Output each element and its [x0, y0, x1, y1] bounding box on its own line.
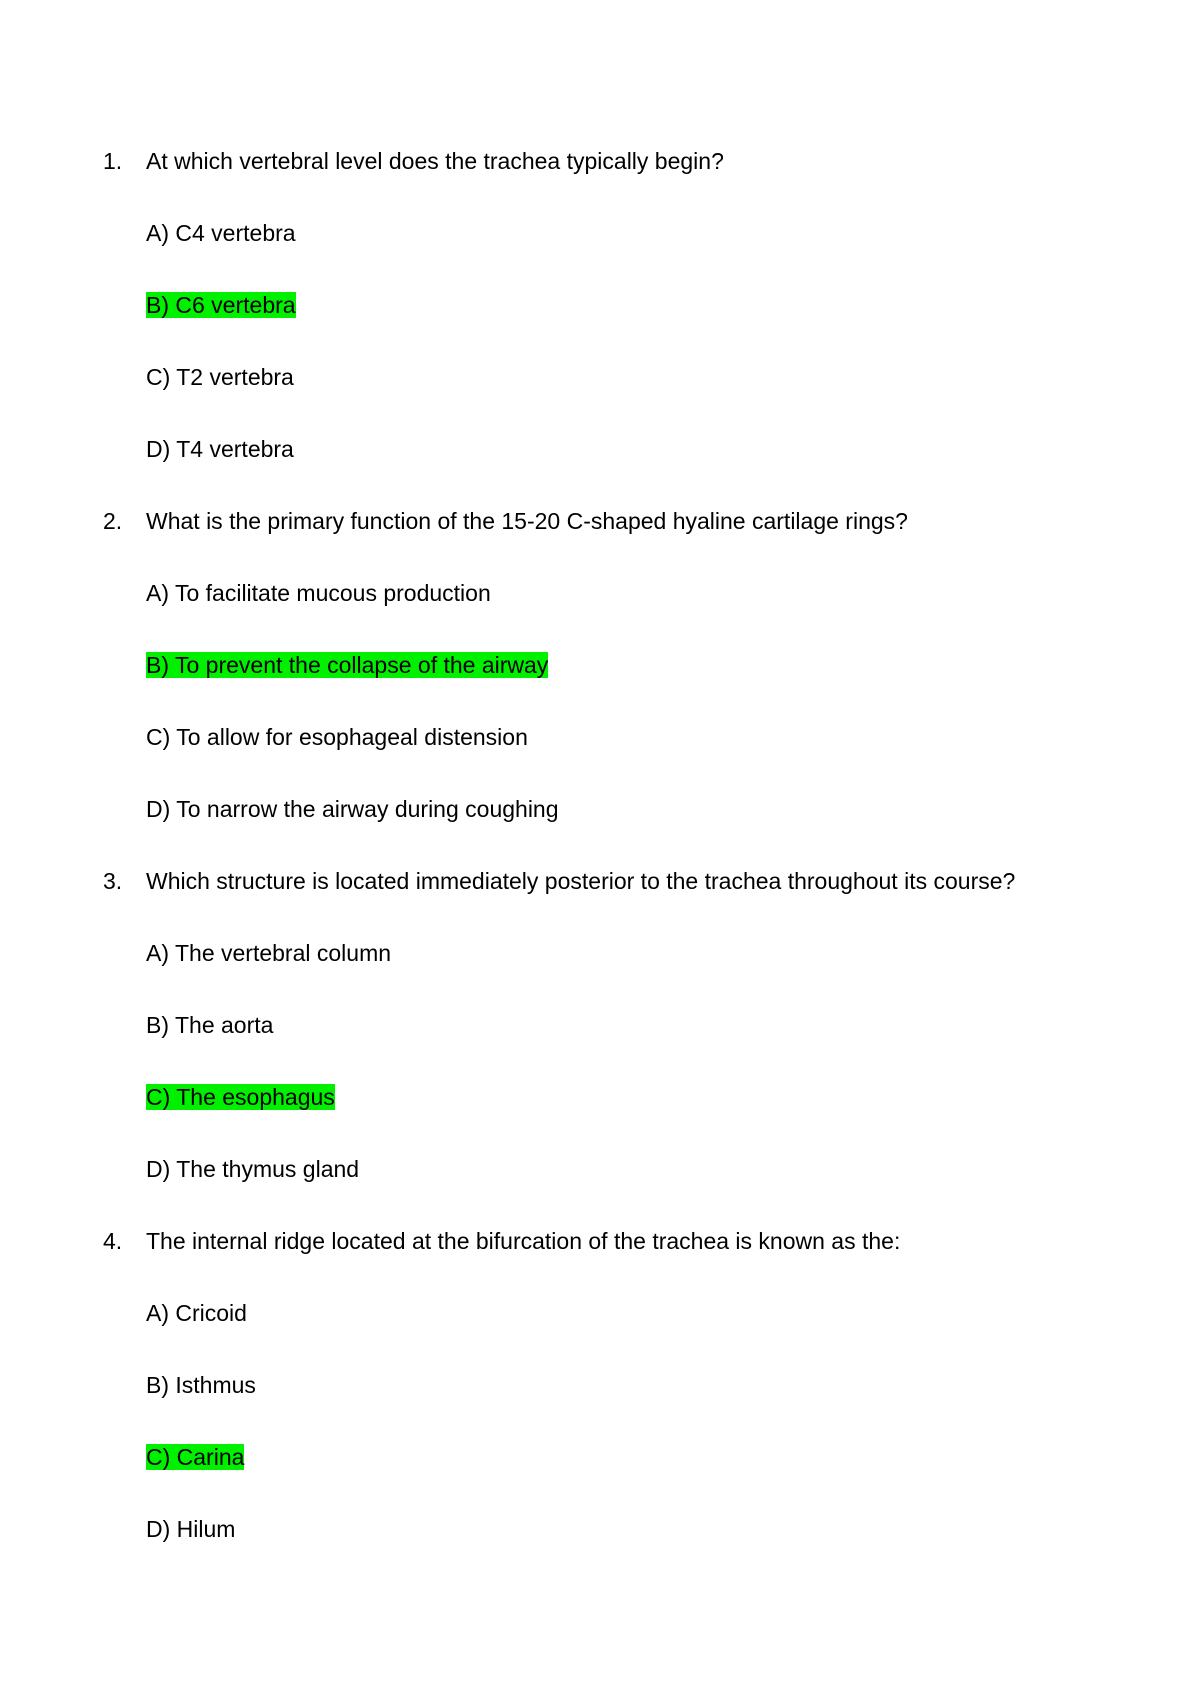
answer-option: A) Cricoid — [146, 1300, 247, 1326]
question-number: 1. — [103, 148, 123, 174]
answer-option-highlighted: C) Carina — [146, 1444, 245, 1470]
question-text: What is the primary function of the 15-20 C-shaped hyaline cartilage rings? — [146, 508, 908, 534]
answer-option-highlighted: B) To prevent the collapse of the airway — [146, 652, 549, 678]
answer-option-highlighted: B) C6 vertebra — [146, 292, 296, 318]
question-text: The internal ridge located at the bifurcation of the trachea is known as the: — [146, 1228, 901, 1254]
question-number: 2. — [103, 508, 123, 534]
answer-option-highlighted: C) The esophagus — [146, 1084, 335, 1110]
question-number: 4. — [103, 1228, 123, 1254]
question-number: 3. — [103, 868, 123, 894]
answer-option: D) The thymus gland — [146, 1156, 360, 1182]
answer-option: A) The vertebral column — [146, 940, 392, 966]
question-text: At which vertebral level does the trachea typically begin? — [146, 148, 724, 174]
answer-option: D) T4 vertebra — [146, 436, 294, 462]
answer-option: A) C4 vertebra — [146, 220, 296, 246]
answer-option: C) T2 vertebra — [146, 364, 294, 390]
answer-option: A) To facilitate mucous production — [146, 580, 491, 606]
answer-option: C) To allow for esophageal distension — [146, 724, 528, 750]
answer-option: D) To narrow the airway during coughing — [146, 796, 559, 822]
question-text: Which structure is located immediately posterior to the trachea throughout its course? — [146, 868, 1016, 894]
answer-option: B) Isthmus — [146, 1372, 256, 1398]
answer-option: B) The aorta — [146, 1012, 274, 1038]
answer-option: D) Hilum — [146, 1516, 236, 1542]
